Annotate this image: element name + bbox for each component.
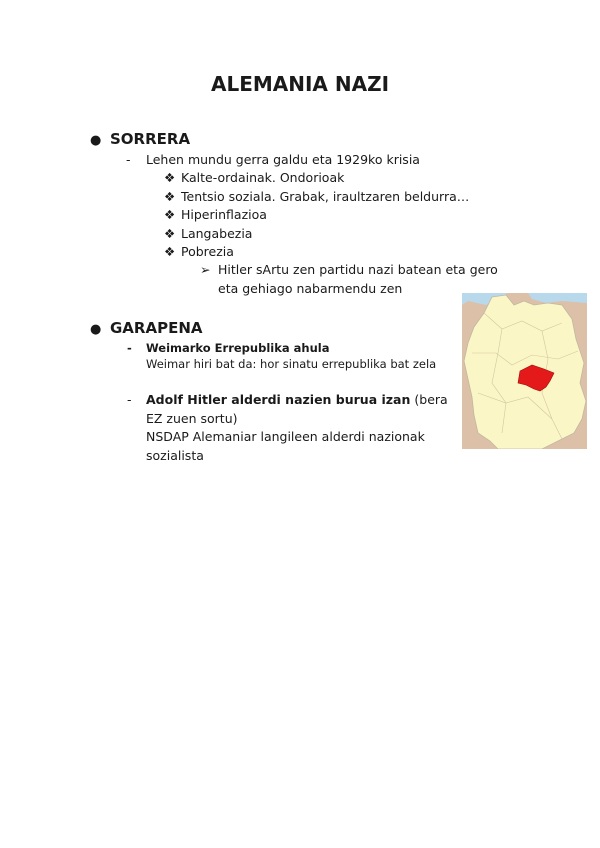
sub-list-item: Pobrezia: [181, 244, 234, 259]
page-title: ALEMANIA NAZI: [210, 72, 390, 96]
diamond-bullet-icon: ❖: [164, 170, 176, 185]
list-item-text: (bera: [410, 392, 448, 407]
diamond-bullet-icon: ❖: [164, 226, 176, 241]
dash-marker: -: [126, 152, 131, 167]
sub-list-item: Hiperinflazioa: [181, 207, 267, 222]
dash-marker: -: [127, 392, 132, 407]
arrow-item-line: eta gehiago nabarmendu zen: [218, 281, 403, 296]
diamond-bullet-icon: ❖: [164, 189, 176, 204]
list-item-text: sozialista: [146, 448, 204, 463]
list-item-text: EZ zuen sortu): [146, 411, 238, 426]
diamond-bullet-icon: ❖: [164, 207, 176, 222]
list-item: Lehen mundu gerra galdu eta 1929ko krisia: [146, 152, 420, 167]
sub-list-item: Kalte-ordainak. Ondorioak: [181, 170, 345, 185]
bullet-icon: ●: [90, 322, 102, 337]
diamond-bullet-icon: ❖: [164, 244, 176, 259]
bullet-icon: ●: [90, 133, 102, 148]
section-heading-garapena: GARAPENA: [110, 319, 203, 337]
bold-text: Adolf Hitler alderdi nazien burua izan: [146, 392, 411, 407]
list-item-text: NSDAP Alemaniar langileen alderdi nazionak: [146, 429, 425, 444]
arrow-bullet-icon: ➢: [200, 262, 211, 277]
section-heading-sorrera: SORRERA: [110, 130, 191, 148]
sub-list-item: Langabezia: [181, 226, 253, 241]
arrow-item-line: Hitler sArtu zen partidu nazi batean eta gero: [218, 262, 498, 277]
germany-map-image: [462, 293, 587, 449]
list-item-text: Weimar hiri bat da: hor sinatu errepublika bat zela: [146, 357, 437, 371]
list-item-title: [146, 392, 448, 407]
list-item-title: Weimarko Errepublika ahula: [146, 341, 330, 355]
sub-list-item: Tentsio soziala. Grabak, iraultzaren beldurra…: [181, 189, 470, 204]
dash-marker: -: [127, 341, 132, 355]
